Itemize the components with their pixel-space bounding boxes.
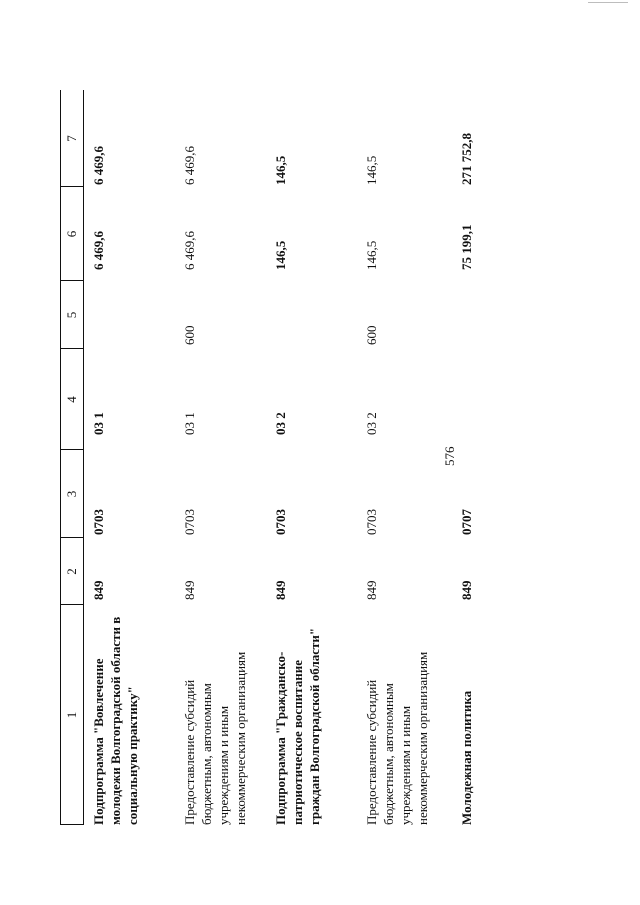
header-col-3: 3 — [64, 490, 79, 498]
row-col-6: 6 469,6 — [91, 231, 106, 270]
header-col-6: 6 — [64, 230, 79, 238]
header-col-5: 5 — [64, 311, 79, 319]
row-col-2: 849 — [364, 580, 379, 600]
row-col-6: 146,5 — [364, 240, 379, 270]
row-col-3: 0703 — [364, 509, 379, 535]
row-col-2: 849 — [459, 580, 474, 600]
row-col-4: 03 2 — [364, 412, 379, 435]
row-col-2: 849 — [273, 580, 288, 600]
header-col-7: 7 — [64, 135, 79, 142]
row-col-7: 271 752,8 — [459, 133, 474, 185]
corner-mark — [588, 2, 628, 3]
row-col-7: 6 469,6 — [91, 146, 106, 185]
row-col-7: 6 469,6 — [182, 146, 197, 185]
row-col-6: 6 469,6 — [182, 231, 197, 270]
header-col-1: 1 — [64, 711, 79, 719]
row-name: Подпрограмма "Гражданско-патриотическое воспитание граждан Волгоградской области" — [273, 627, 322, 825]
row-col-2: 849 — [182, 580, 197, 600]
row-col-6: 146,5 — [273, 240, 288, 270]
row-col-4: 03 1 — [182, 412, 197, 435]
row-col-2: 849 — [91, 580, 106, 600]
header-col-2: 2 — [64, 568, 79, 575]
row-name: Молодежная политика — [459, 690, 474, 825]
row-col-4: 03 2 — [273, 412, 288, 435]
row-col-3: 0707 — [459, 509, 474, 535]
row-col-4: 03 1 — [91, 412, 106, 435]
row-col-5: 600 — [364, 325, 379, 345]
header-bottom-rule — [83, 90, 84, 825]
row-name: Предоставление субсидий бюджетным, автономным учреждениям и иным некоммерческим организациям — [182, 651, 248, 825]
page-number: 576 — [442, 446, 457, 466]
row-col-6: 75 199,1 — [459, 224, 474, 270]
row-col-7: 146,5 — [364, 155, 379, 185]
row-col-5: 600 — [182, 325, 197, 345]
budget-table — [60, 90, 495, 825]
row-col-3: 0703 — [91, 509, 106, 535]
header-col-4: 4 — [64, 396, 79, 403]
row-col-3: 0703 — [182, 509, 197, 535]
row-col-3: 0703 — [273, 509, 288, 535]
row-name: Подпрограмма "Вовлечение молодежи Волгоградской области в социальную практику" — [91, 616, 140, 825]
row-name: Предоставление субсидий бюджетным, автономным учреждениям и иным некоммерческим организациям — [364, 651, 430, 825]
row-col-7: 146,5 — [273, 155, 288, 185]
